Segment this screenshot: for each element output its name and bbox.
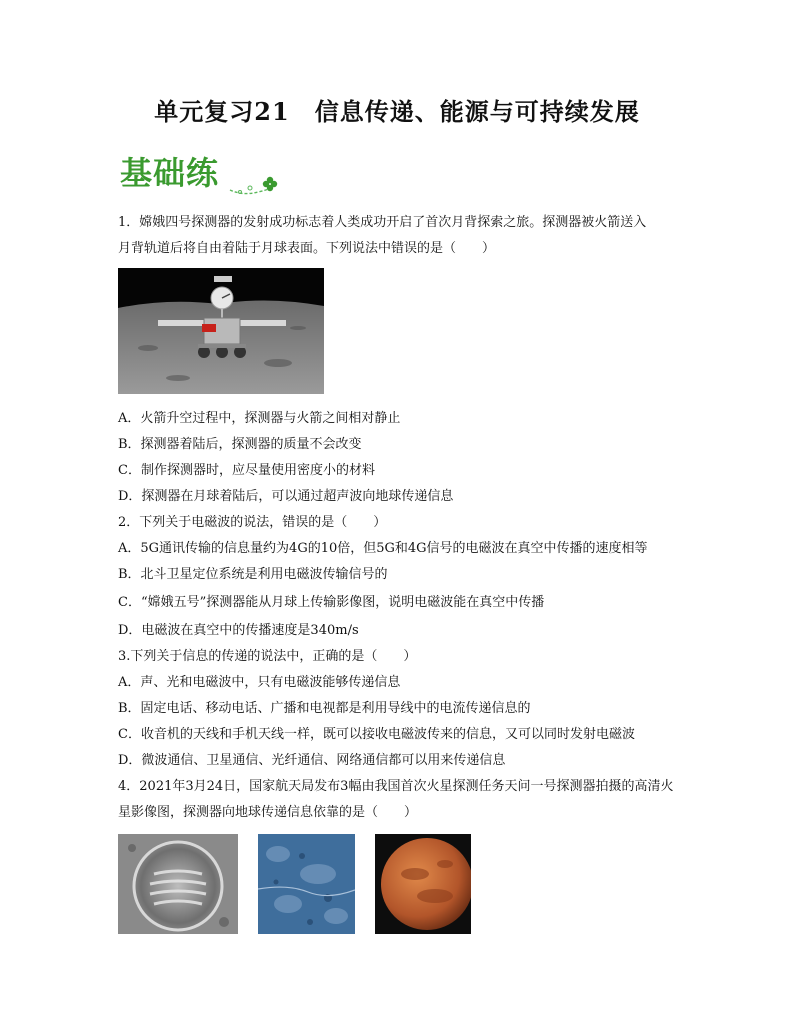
- question-1-option-a: A．火箭升空过程中，探测器与火箭之间相对静止: [118, 411, 401, 426]
- question-2-option-a: A．5G通讯传输的信息量约为4G的10倍，但5G和4G信号的电磁波在真空中传播的速度相等: [118, 541, 648, 556]
- question-1-option-c: C．制作探测器时，应尽量使用密度小的材料: [118, 463, 375, 478]
- question-2-option-c: C．“嫦娥五号”探测器能从月球上传输影像图，说明电磁波能在真空中传播: [118, 595, 545, 610]
- question-1-option-b: B．探测器着陆后，探测器的质量不会改变: [118, 437, 362, 452]
- question-3-option-b: B．固定电话、移动电话、广播和电视都是利用导线中的电流传递信息的: [118, 701, 531, 716]
- section-label: 基础练: [120, 154, 220, 192]
- question-4-stem-line-2: 星影像图，探测器向地球传递信息依靠的是（ ）: [118, 805, 418, 820]
- question-3-option-c: C．收音机的天线和手机天线一样，既可以接收电磁波传来的信息，又可以同时发射电磁波: [118, 727, 635, 742]
- clover-icon: [263, 177, 277, 191]
- section-badge: [118, 150, 288, 202]
- question-3-option-d: D．微波通信、卫星通信、光纤通信、网络通信都可以用来传递信息: [118, 753, 506, 768]
- question-3-option-a: A．声、光和电磁波中，只有电磁波能够传递信息: [118, 675, 401, 690]
- question-4-stem-line-1: 4．2021年3月24日，国家航天局发布3幅由我国首次火星探测任务天问一号探测器拍摄的高清火: [118, 779, 674, 794]
- question-2-stem: 2．下列关于电磁波的说法，错误的是（ ）: [118, 515, 387, 530]
- moon-rover-photo: [118, 268, 324, 394]
- question-1-stem-line-2: 月背轨道后将自由着陆于月球表面。下列说法中错误的是（ ）: [118, 241, 496, 256]
- mars-surface-photo: [258, 834, 355, 934]
- page-title: 单元复习21 信息传递、能源与可持续发展: [154, 97, 640, 126]
- question-2-option-b: B．北斗卫星定位系统是利用电磁波传输信号的: [118, 567, 388, 582]
- question-1-option-d: D．探测器在月球着陆后，可以通过超声波向地球传递信息: [118, 489, 454, 504]
- section-badge-graphic: [118, 150, 288, 202]
- question-1-stem-line-1: 1．嫦娥四号探测器的发射成功标志着人类成功开启了首次月背探索之旅。探测器被火箭送入: [118, 215, 647, 230]
- mars-crater-photo: [118, 834, 238, 934]
- question-2-option-d: D．电磁波在真空中的传播速度是340m/s: [118, 623, 359, 638]
- question-3-stem: 3.下列关于信息的传递的说法中，正确的是（ ）: [118, 649, 417, 664]
- mars-planet-photo: [375, 834, 471, 934]
